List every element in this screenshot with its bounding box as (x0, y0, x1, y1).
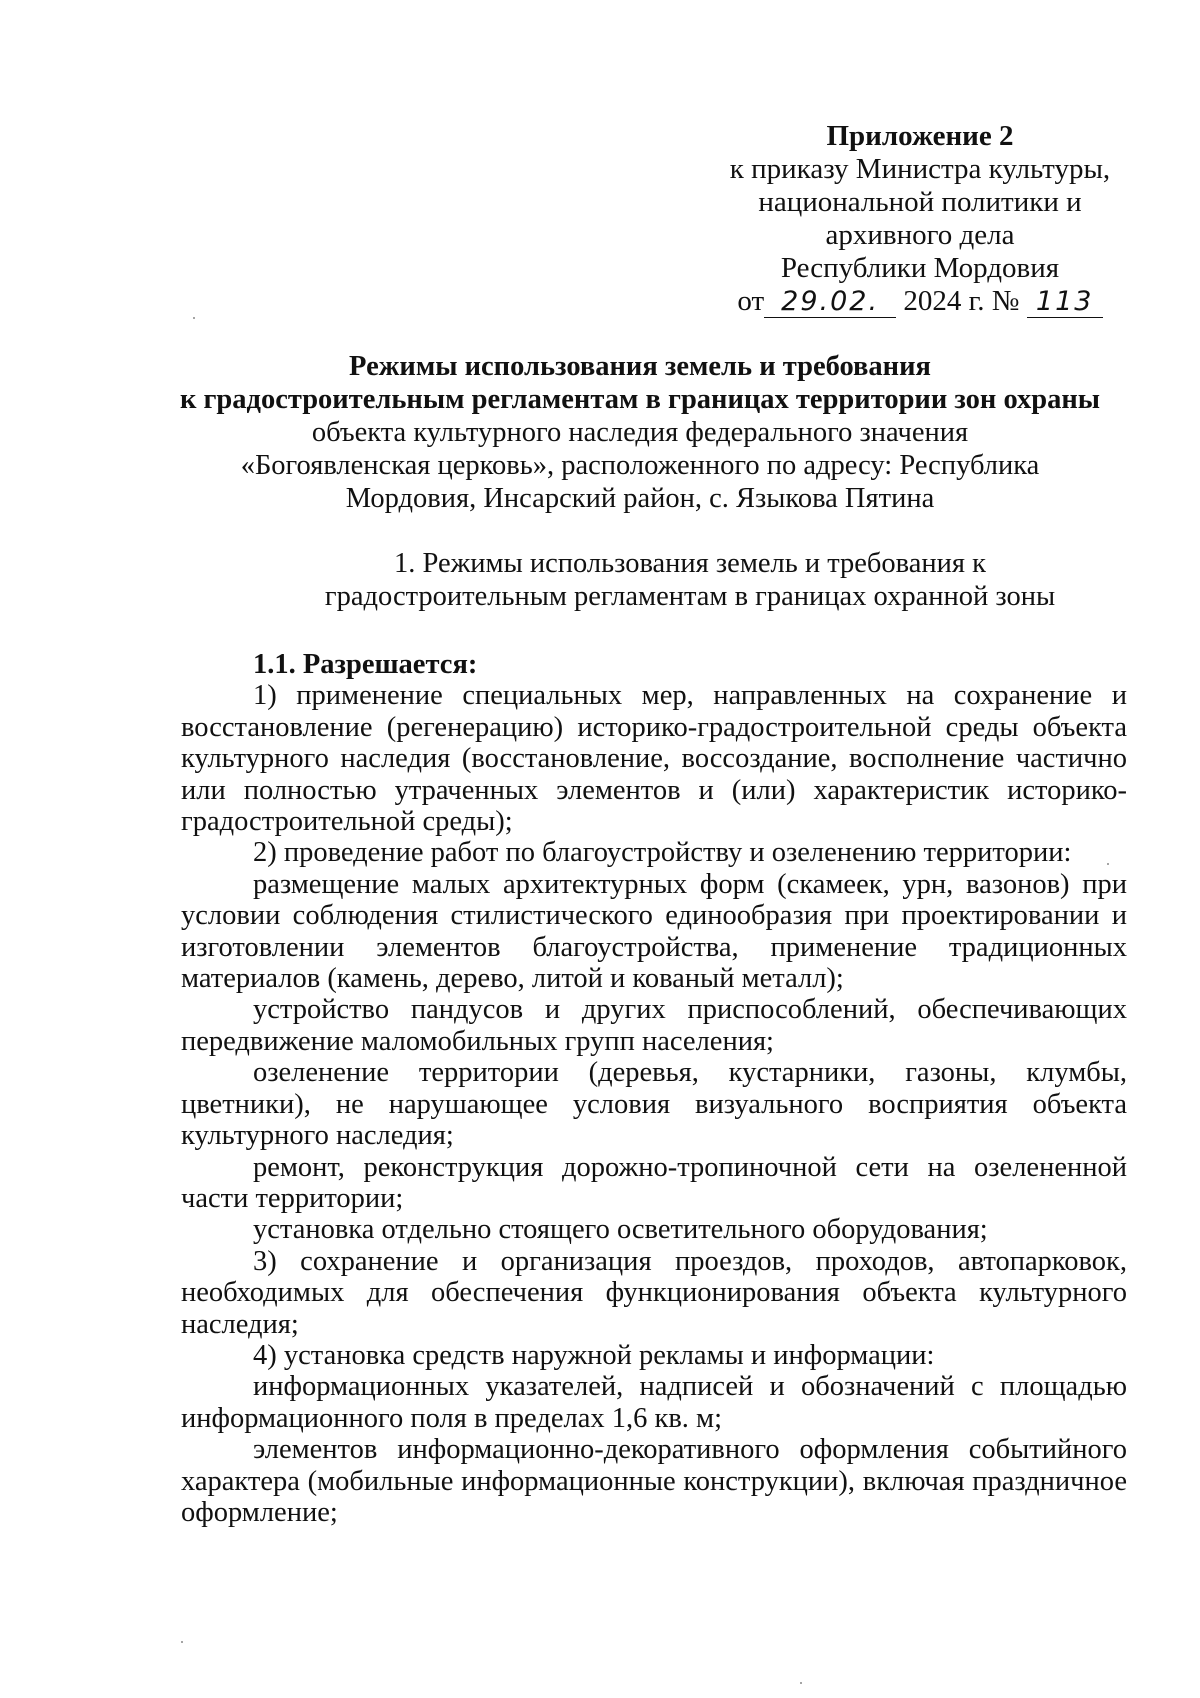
appendix-header (700, 120, 1140, 318)
paragraph: устройство пандусов и других приспособлений, обеспечивающих передвижение маломобильных групп населения; (181, 994, 1127, 1057)
order-year: 2024 г. № (903, 285, 1020, 317)
appendix-title: Приложение 2 (826, 120, 1014, 152)
title-subtext: объекта культурного наследия федерального значения «Богоявленская церковь», расположенного по адресу: Республика Мордовия, Инсарский район, с. Языкова Пятина (240, 417, 1040, 514)
scan-speck (800, 1682, 802, 1684)
title-bold-line: к градостроительным регламентам в границах территории зон охраны (179, 384, 1101, 415)
paragraph: 3) сохранение и организация проездов, проходов, автопарковок, необходимых для обеспечения функционирования объекта культурного наследия; (181, 1245, 1127, 1340)
scan-speck (1107, 863, 1109, 865)
appendix-line: Республики Мордовия (780, 252, 1060, 284)
scan-speck (181, 1641, 183, 1643)
paragraph: 1) применение специальных мер, направленных на сохранение и восстановление (регенерацию) историко-градостроительной среды объекта культурного наследия (восстановление, воссоздание, восполнение частично или полностью утраченных элементов и (или) характеристик историко-градостроительной среды); (181, 680, 1127, 838)
order-date-line (700, 285, 1140, 318)
document-body (181, 649, 1127, 1528)
handwritten-order-number: 113 (1027, 287, 1103, 318)
paragraph: 2) проведение работ по благоустройству и озеленению территории: (253, 837, 1072, 869)
paragraph: элементов информационно-декоративного оформления событийного характера (мобильные информационные конструкции), включая праздничное оформление; (181, 1434, 1127, 1528)
section-heading: 1. Режимы использования земель и требования к градостроительным регламентам в границах охранной зоны (324, 548, 1056, 612)
appendix-line: архивного дела (825, 219, 1015, 251)
paragraph: ремонт, реконструкция дорожно-тропиночной сети на озелененной части территории; (181, 1151, 1127, 1214)
paragraph: установка отдельно стоящего осветительного оборудования; (253, 1214, 988, 1246)
document-title (160, 350, 1120, 515)
title-bold-line: Режимы использования земель и требования (349, 351, 931, 382)
appendix-line: национальной политики и (758, 186, 1082, 218)
scan-speck (193, 317, 195, 319)
paragraph: информационных указателей, надписей и обозначений с площадью информационного поля в пределах 1,6 кв. м; (181, 1371, 1127, 1434)
subheading-permitted: 1.1. Разрешается: (253, 649, 478, 680)
appendix-line: к приказу Министра культуры, (729, 153, 1111, 185)
paragraph: размещение малых архитектурных форм (скамеек, урн, вазонов) при условии соблюдения стилистического единообразия при проектировании и изготовлении элементов благоустройства, применение традиционных материалов (камень, дерево, литой и кованый металл); (181, 868, 1127, 995)
paragraph: озеленение территории (деревья, кустарники, газоны, клумбы, цветники), не нарушающее условия визуального восприятия объекта культурного наследия; (181, 1057, 1127, 1152)
order-prefix: от (737, 285, 765, 317)
handwritten-order-date: 29.02. (764, 287, 896, 318)
paragraph: 4) установка средств наружной рекламы и информации: (253, 1339, 935, 1371)
